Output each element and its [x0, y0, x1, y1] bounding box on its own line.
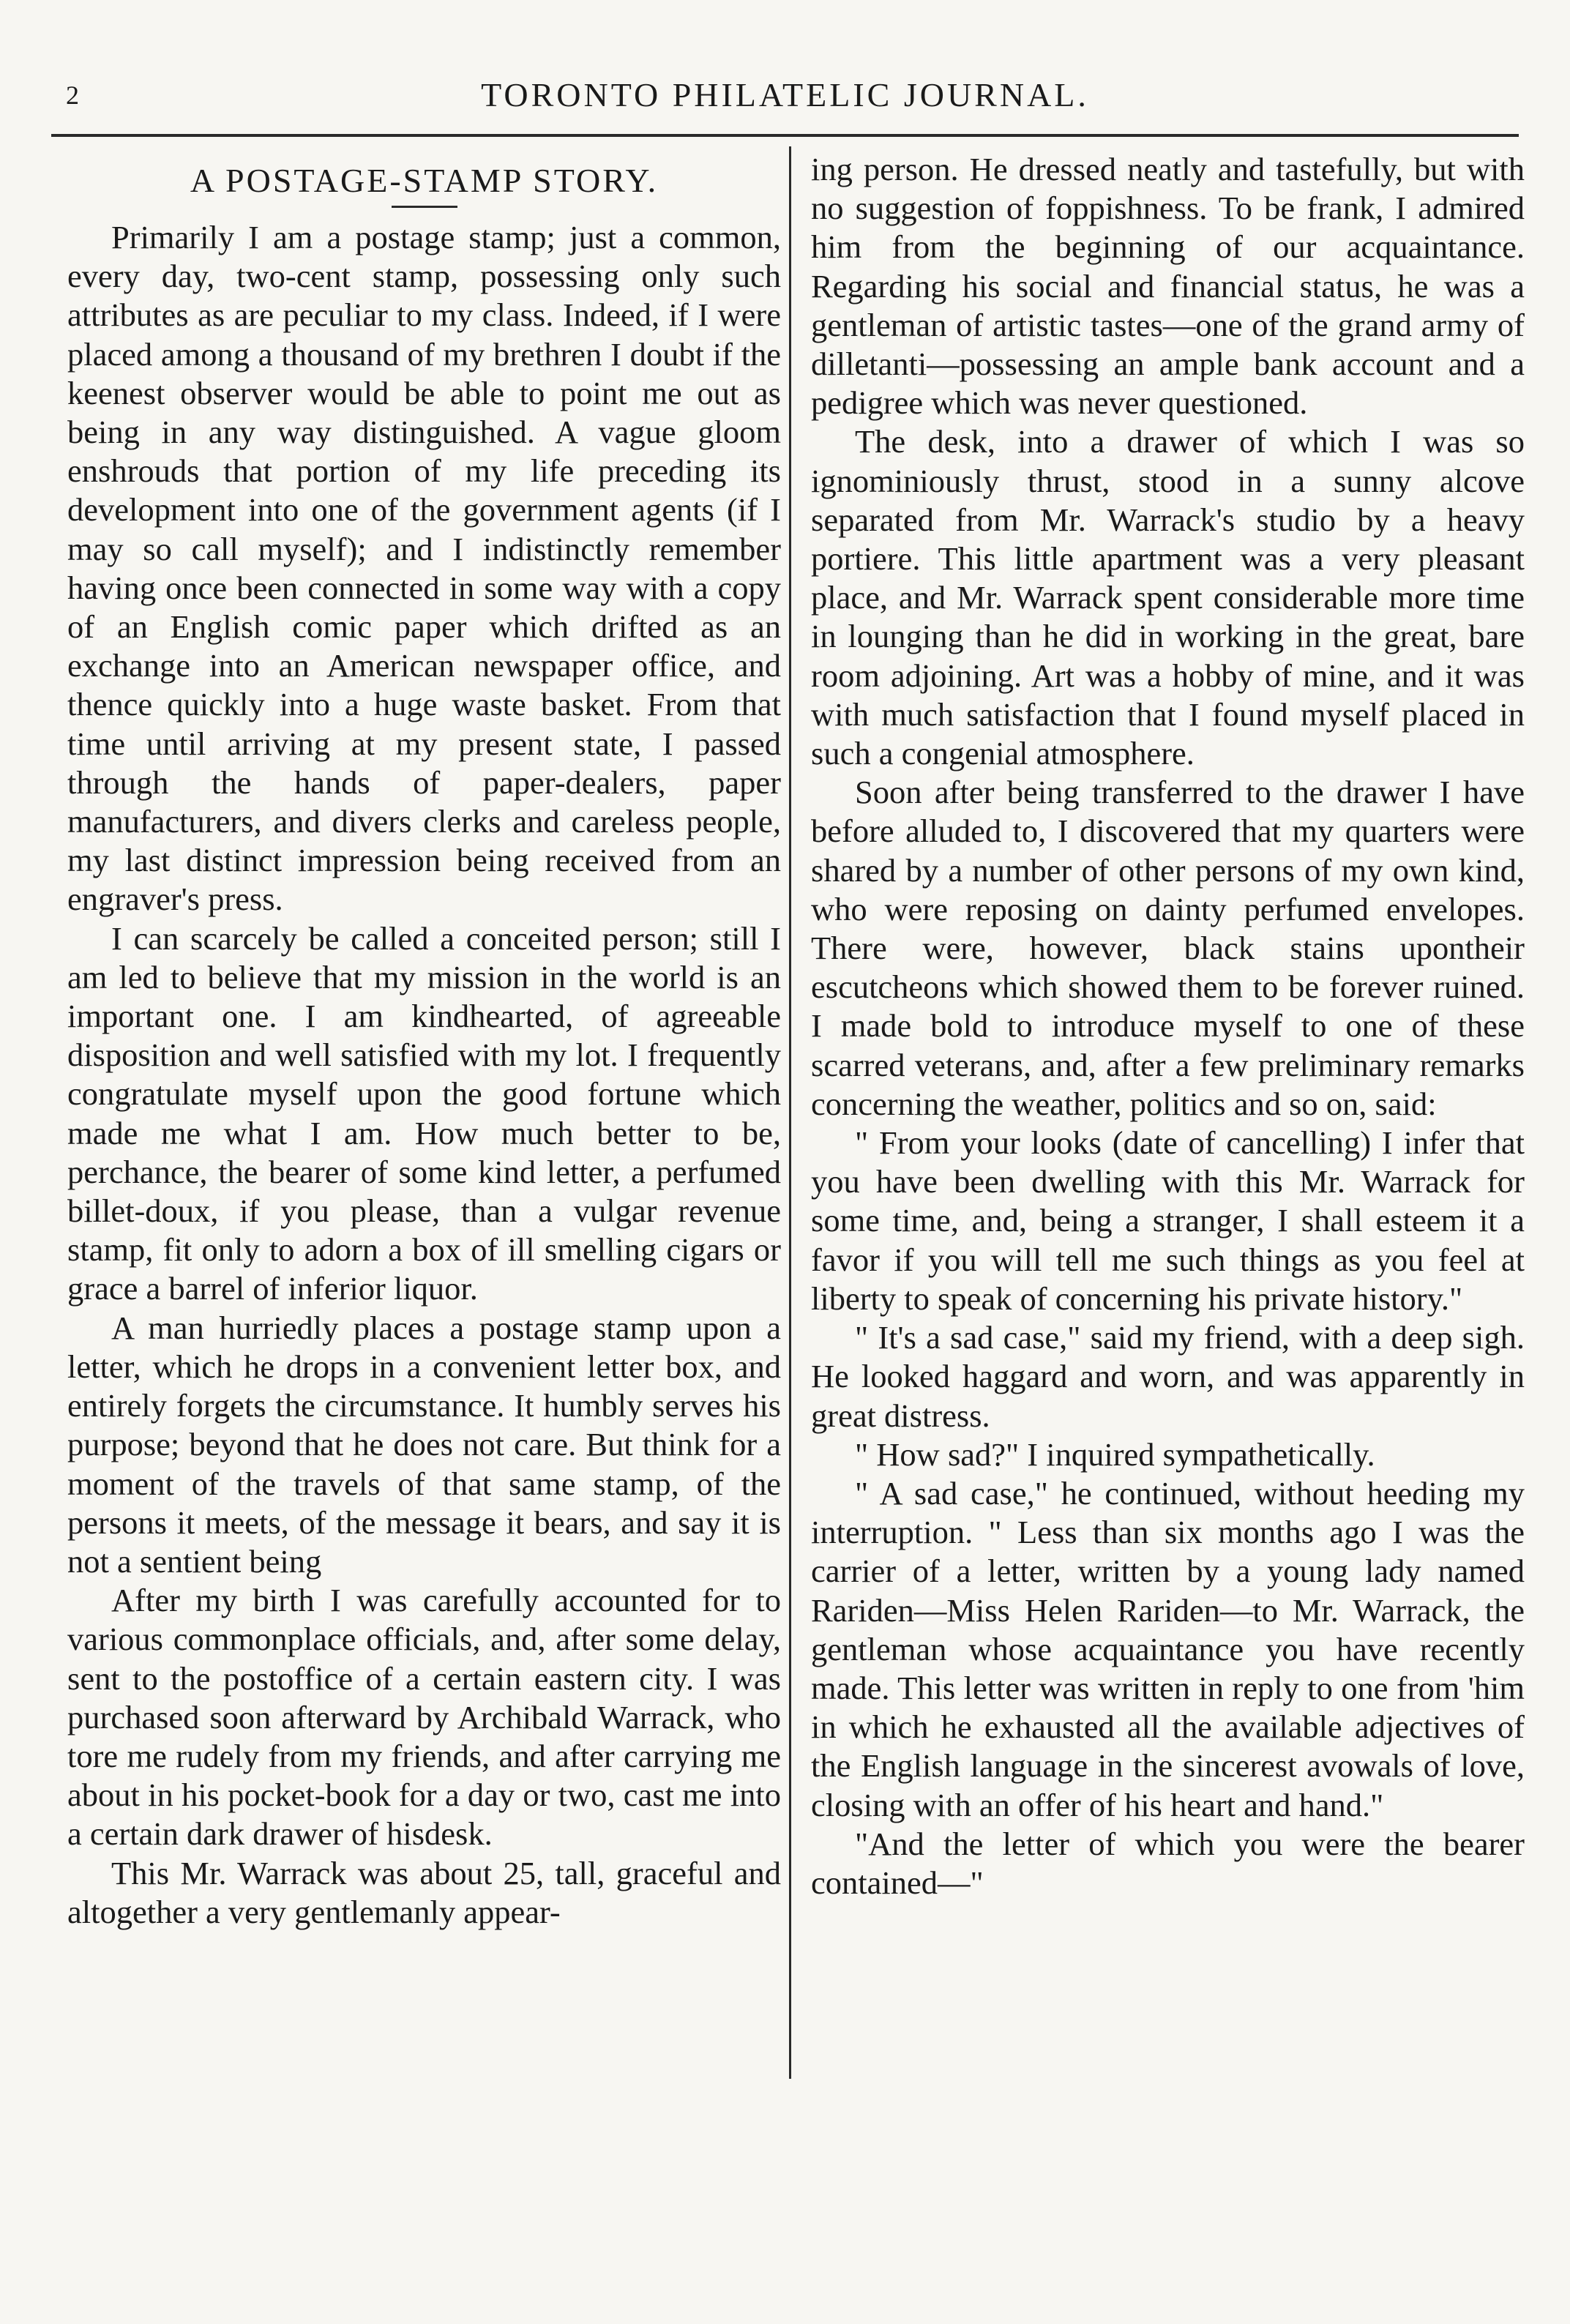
paragraph: Primarily I am a postage stamp; just a common, every day, two-cent stamp, possessing only such attributes as are peculiar to my class. Indeed, if I were placed among a thousand of my brethren I doubt if the keenest observer would be able to point me out as being in any way distinguished. A vague gloom enshrouds that portion of my life preceding its development into one of the government agents (if I may so call myself); and I indistinctly remember having once been connected in some way with a copy of an English comic paper which drifted as an exchange into an American newspaper office, and thence quickly into a huge waste basket. From that time until arriving at my present state, I passed through the hands of paper-dealers, paper manufacturers, and divers clerks and careless people, my last distinct impression being received from an engraver's press. — [67, 219, 781, 918]
paragraph: I can scarcely be called a conceited person; still I am led to believe that my mission in the world is an important one. I am kindhearted, of agreeable disposition and well satisfied with my lot. I frequently congratulate myself upon the good fortune which made me what I am. How much better to be, perchance, the bearer of some kind letter, a perfumed billet-doux, if you please, than a vulgar revenue stamp, fit only to adorn a box of ill smelling cigars or grace a barrel of inferior liquor. — [67, 919, 781, 1307]
right-column — [811, 150, 1525, 1902]
article-title: A POSTAGE-STAMP STORY. — [190, 162, 659, 199]
left-column — [67, 150, 781, 1932]
paragraph: After my birth I was carefully accounted for to various commonplace officials, and, after some delay, sent to the postoffice of a certain eastern city. I was purchased soon afterward by Archibald Warrack, who tore me rudely from my friends, and after carrying me about in his pocket-book for a day or two, cast me into a certain dark drawer of hisdesk. — [67, 1582, 781, 1853]
paragraph: This Mr. Warrack was about 25, tall, graceful and altogether a very gentlemanly appear- — [67, 1854, 781, 1930]
paragraph: ing person. He dressed neatly and tastefully, but with no suggestion of foppishness. To be frank, I admired him from the beginning of our acquaintance. Regarding his social and financial status, he was a gentleman of artistic tastes—one of the grand army of dilletanti—possessing an ample bank account and a pedigree which was never questioned. — [811, 151, 1525, 422]
paragraph: Soon after being transferred to the drawer I have before alluded to, I discovered that my quarters were shared by a number of other persons of my own kind, who were reposing on dainty perfumed envelopes. There were, however, black stains upontheir escutcheons which showed them to be forever ruined. I made bold to introduce myself to one of these scarred veterans, and, after a few preliminary remarks concerning the weather, politics and so on, said: — [811, 774, 1525, 1122]
paragraph: "And the letter of which you were the bearer contained—" — [811, 1825, 1525, 1901]
paragraph: " How sad?" I inquired sympathetically. — [855, 1435, 1375, 1473]
header-rule — [51, 134, 1519, 137]
paragraph: A man hurriedly places a postage stamp upon a letter, which he drops in a convenient letter box, and entirely forgets the circumstance. It humbly serves his purpose; beyond that he does not care. But think for a moment of the travels of that same stamp, of the persons it meets, of the message it bears, and say it is not a sentient being — [67, 1309, 781, 1580]
paragraph: " It's a sad case," said my friend, with a deep sigh. He looked haggard and worn, and was apparently in great distress. — [811, 1319, 1525, 1434]
paragraph: The desk, into a drawer of which I was so ignominiously thrust, stood in a sunny alcove separated from Mr. Warrack's studio by a heavy portiere. This little apartment was a very pleasant place, and Mr. Warrack spent considerable more time in lounging than he did in working in the great, bare room adjoining. Art was a hobby of mine, and it was with much satisfaction that I found myself placed in such a congenial atmosphere. — [811, 423, 1525, 772]
paragraph: " A sad case," he continued, without heeding my interruption. " Less than six months ago I was the carrier of a letter, written by a young lady named Rariden—Miss Helen Rariden—to Mr. Warrack, the gentleman whose acquaintance you have recently made. This letter was written in reply to one from 'him in which he exhausted all the available adjectives of the English language in the sincerest avowals of love, closing with an offer of his heart and hand." — [811, 1474, 1525, 1823]
column-divider — [789, 146, 791, 2079]
paragraph: " From your looks (date of cancelling) I infer that you have been dwelling with this Mr. Warrack for some time, and, being a stranger, I shall esteem it a favor if you will tell me such things as you feel at liberty to speak of concerning his private history." — [811, 1124, 1525, 1317]
running-title: TORONTO PHILATELIC JOURNAL. — [481, 76, 1089, 113]
page-header — [51, 70, 1519, 121]
title-dash — [392, 206, 457, 208]
page-number: 2 — [66, 81, 79, 110]
